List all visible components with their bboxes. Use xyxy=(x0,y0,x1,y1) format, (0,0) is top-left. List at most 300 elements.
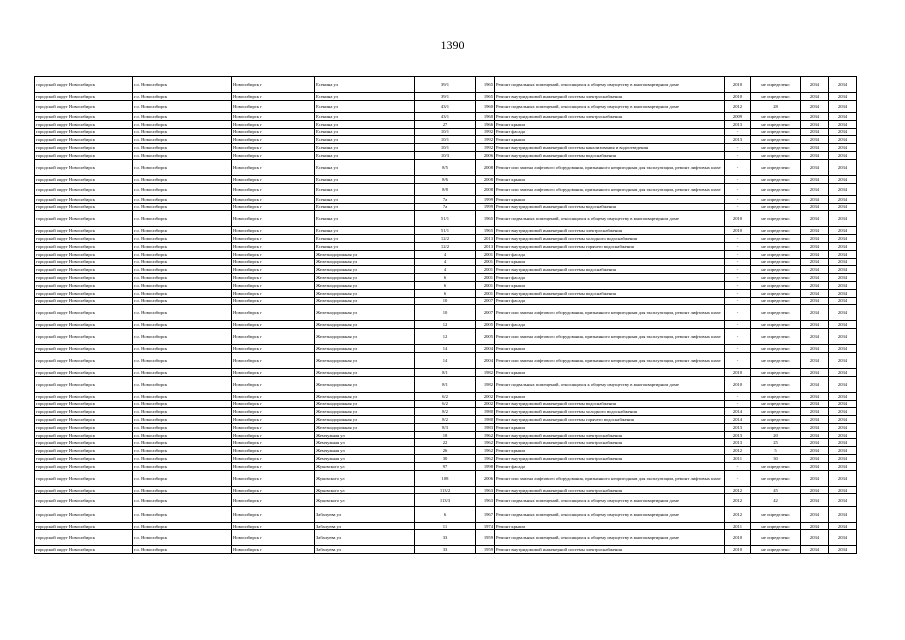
table-row xyxy=(35,297,857,305)
municipality-cell: городской округ Новосибирск xyxy=(35,151,133,159)
table-row xyxy=(35,352,857,368)
settlement-cell: г.о. Новосибирск xyxy=(133,242,232,250)
street-cell: Забалуева ул xyxy=(315,506,415,522)
work-type-cell: Ремонт подвальных помещений, относящихся к общему имуществу в многоквартирном доме xyxy=(495,506,725,522)
last-repair-year-cell: 2012 xyxy=(725,100,751,112)
work-type-cell: Ремонт крыши xyxy=(495,120,725,128)
last-repair-year-cell: - xyxy=(725,159,751,175)
last-repair-year-cell: 2013 xyxy=(725,120,751,128)
work-type-cell: Ремонт или замена лифтового оборудования, признанного непригодным для эксплуатации, ремонт лифтовых шахт xyxy=(495,329,725,345)
plan-year-end-cell: 2034 xyxy=(829,235,857,243)
table-row xyxy=(35,100,857,112)
wear-cell: не определено xyxy=(751,151,801,159)
build-year-cell: 1983 xyxy=(476,423,495,431)
municipality-cell: городской округ Новосибирск xyxy=(35,112,133,120)
plan-year-end-cell: 2034 xyxy=(829,281,857,289)
build-year-cell: 1992 xyxy=(476,128,495,136)
settlement-cell: г.о. Новосибирск xyxy=(133,289,232,297)
settlement-cell: г.о. Новосибирск xyxy=(133,416,232,424)
city-cell: Новосибирск г xyxy=(232,144,315,152)
street-cell: Забалуева ул xyxy=(315,522,415,530)
last-repair-year-cell: - xyxy=(725,470,751,486)
settlement-cell: г.о. Новосибирск xyxy=(133,151,232,159)
city-cell: Новосибирск г xyxy=(232,175,315,183)
municipality-cell: городской округ Новосибирск xyxy=(35,447,133,455)
table-row xyxy=(35,144,857,152)
house-number-cell: 8/1 xyxy=(415,376,476,392)
build-year-cell: 2007 xyxy=(476,297,495,305)
work-type-cell: Ремонт фасада xyxy=(495,321,725,329)
settlement-cell: г.о. Новосибирск xyxy=(133,297,232,305)
street-cell: Железнодорожная ул xyxy=(315,305,415,321)
table-row xyxy=(35,486,857,494)
wear-cell: не определено xyxy=(751,112,801,120)
wear-cell: 30 xyxy=(751,455,801,463)
wear-cell: 20 xyxy=(751,431,801,439)
work-type-cell: Ремонт фасада xyxy=(495,274,725,282)
wear-cell: 5 xyxy=(751,447,801,455)
municipality-cell: городской округ Новосибирск xyxy=(35,144,133,152)
last-repair-year-cell: 2012 xyxy=(725,506,751,522)
municipality-cell: городской округ Новосибирск xyxy=(35,136,133,144)
work-type-cell: Ремонт подвальных помещений, относящихся к общему имуществу в многоквартирном доме xyxy=(495,100,725,112)
municipality-cell: городской округ Новосибирск xyxy=(35,242,133,250)
city-cell: Новосибирск г xyxy=(232,416,315,424)
build-year-cell: 1962 xyxy=(476,455,495,463)
house-number-cell: 39/1 xyxy=(415,93,476,101)
municipality-cell: городской округ Новосибирск xyxy=(35,352,133,368)
work-type-cell: Ремонт фасада xyxy=(495,462,725,470)
house-number-cell: 51/1 xyxy=(415,227,476,235)
municipality-cell: городской округ Новосибирск xyxy=(35,486,133,494)
last-repair-year-cell: - xyxy=(725,235,751,243)
settlement-cell: г.о. Новосибирск xyxy=(133,183,232,195)
table-row xyxy=(35,211,857,227)
house-number-cell: 8/2 xyxy=(415,408,476,416)
house-number-cell: 10/1 xyxy=(415,144,476,152)
build-year-cell: 1959 xyxy=(476,546,495,554)
plan-year-end-cell: 2034 xyxy=(829,195,857,203)
plan-year-end-cell: 2034 xyxy=(829,128,857,136)
plan-year-end-cell: 2034 xyxy=(829,144,857,152)
wear-cell: не определено xyxy=(751,305,801,321)
table-row xyxy=(35,506,857,522)
plan-year-start-cell: 2034 xyxy=(801,392,829,400)
plan-year-end-cell: 2034 xyxy=(829,203,857,211)
house-number-cell: 97 xyxy=(415,462,476,470)
street-cell: Железнодорожная ул xyxy=(315,321,415,329)
city-cell: Новосибирск г xyxy=(232,120,315,128)
street-cell: Есенина ул xyxy=(315,175,415,183)
city-cell: Новосибирск г xyxy=(232,297,315,305)
plan-year-end-cell: 2034 xyxy=(829,227,857,235)
settlement-cell: г.о. Новосибирск xyxy=(133,486,232,494)
work-type-cell: Ремонт крыши xyxy=(495,175,725,183)
last-repair-year-cell: 2014 xyxy=(725,416,751,424)
settlement-cell: г.о. Новосибирск xyxy=(133,431,232,439)
plan-year-end-cell: 2034 xyxy=(829,321,857,329)
street-cell: Есенина ул xyxy=(315,151,415,159)
city-cell: Новосибирск г xyxy=(232,227,315,235)
municipality-cell: городской округ Новосибирск xyxy=(35,183,133,195)
last-repair-year-cell: - xyxy=(725,329,751,345)
house-number-cell: 6/2 xyxy=(415,392,476,400)
settlement-cell: г.о. Новосибирск xyxy=(133,77,232,93)
city-cell: Новосибирск г xyxy=(232,159,315,175)
build-year-cell: 1962 xyxy=(476,431,495,439)
table-row xyxy=(35,305,857,321)
settlement-cell: г.о. Новосибирск xyxy=(133,128,232,136)
settlement-cell: г.о. Новосибирск xyxy=(133,455,232,463)
table-row xyxy=(35,242,857,250)
work-type-cell: Ремонт фасада xyxy=(495,250,725,258)
last-repair-year-cell: 2011 xyxy=(725,455,751,463)
build-year-cell: 2001 xyxy=(476,274,495,282)
house-number-cell: 43/1 xyxy=(415,112,476,120)
house-number-cell: 113/3 xyxy=(415,494,476,506)
plan-year-start-cell: 2034 xyxy=(801,175,829,183)
plan-year-end-cell: 2034 xyxy=(829,439,857,447)
house-number-cell: 6 xyxy=(415,506,476,522)
page-number: 1390 xyxy=(440,38,465,52)
settlement-cell: г.о. Новосибирск xyxy=(133,352,232,368)
street-cell: Железнодорожная ул xyxy=(315,345,415,353)
table-row xyxy=(35,455,857,463)
street-cell: Жуковского ул xyxy=(315,486,415,494)
wear-cell: не определено xyxy=(751,408,801,416)
plan-year-end-cell: 2034 xyxy=(829,506,857,522)
street-cell: Жуковского ул xyxy=(315,494,415,506)
work-type-cell: Ремонт внутридомовой инженерной системы горячего водоснабжения xyxy=(495,242,725,250)
last-repair-year-cell: - xyxy=(725,266,751,274)
plan-year-end-cell: 2034 xyxy=(829,470,857,486)
house-number-cell: 10/1 xyxy=(415,136,476,144)
last-repair-year-cell: 2013 xyxy=(725,431,751,439)
house-number-cell: 27 xyxy=(415,120,476,128)
municipality-cell: городской округ Новосибирск xyxy=(35,462,133,470)
municipality-cell: городской округ Новосибирск xyxy=(35,100,133,112)
wear-cell: не определено xyxy=(751,321,801,329)
plan-year-end-cell: 2034 xyxy=(829,368,857,376)
settlement-cell: г.о. Новосибирск xyxy=(133,439,232,447)
municipality-cell: городской округ Новосибирск xyxy=(35,211,133,227)
last-repair-year-cell: - xyxy=(725,175,751,183)
table-row xyxy=(35,530,857,546)
plan-year-end-cell: 2034 xyxy=(829,329,857,345)
settlement-cell: г.о. Новосибирск xyxy=(133,329,232,345)
build-year-cell: 2008 xyxy=(476,175,495,183)
table-row xyxy=(35,159,857,175)
street-cell: Железнодорожная ул xyxy=(315,400,415,408)
work-type-cell: Ремонт подвальных помещений, относящихся к общему имуществу в многоквартирном доме xyxy=(495,211,725,227)
work-type-cell: Ремонт крыши xyxy=(495,522,725,530)
wear-cell: не определено xyxy=(751,297,801,305)
plan-year-start-cell: 2034 xyxy=(801,455,829,463)
street-cell: Железнодорожная ул xyxy=(315,368,415,376)
plan-year-start-cell: 2034 xyxy=(801,77,829,93)
municipality-cell: городской округ Новосибирск xyxy=(35,400,133,408)
plan-year-start-cell: 2034 xyxy=(801,211,829,227)
house-number-cell: 4 xyxy=(415,250,476,258)
city-cell: Новосибирск г xyxy=(232,408,315,416)
city-cell: Новосибирск г xyxy=(232,455,315,463)
plan-year-start-cell: 2034 xyxy=(801,400,829,408)
street-cell: Железнодорожная ул xyxy=(315,266,415,274)
city-cell: Новосибирск г xyxy=(232,431,315,439)
last-repair-year-cell: - xyxy=(725,128,751,136)
house-number-cell: 6/2 xyxy=(415,400,476,408)
wear-cell: не определено xyxy=(751,368,801,376)
wear-cell: не определено xyxy=(751,144,801,152)
last-repair-year-cell: - xyxy=(725,250,751,258)
plan-year-start-cell: 2034 xyxy=(801,321,829,329)
house-number-cell: 6 xyxy=(415,274,476,282)
work-type-cell: Ремонт крыши xyxy=(495,392,725,400)
work-type-cell: Ремонт внутридомовой инженерной системы водоснабжения xyxy=(495,289,725,297)
house-number-cell: 12/2 xyxy=(415,242,476,250)
table-row xyxy=(35,120,857,128)
municipality-cell: городской округ Новосибирск xyxy=(35,494,133,506)
city-cell: Новосибирск г xyxy=(232,530,315,546)
plan-year-start-cell: 2034 xyxy=(801,151,829,159)
work-type-cell: Ремонт крыши xyxy=(495,447,725,455)
plan-year-end-cell: 2034 xyxy=(829,258,857,266)
plan-year-end-cell: 2034 xyxy=(829,136,857,144)
last-repair-year-cell: - xyxy=(725,258,751,266)
plan-year-start-cell: 2034 xyxy=(801,368,829,376)
plan-year-end-cell: 2034 xyxy=(829,345,857,353)
city-cell: Новосибирск г xyxy=(232,470,315,486)
house-number-cell: 39/1 xyxy=(415,77,476,93)
city-cell: Новосибирск г xyxy=(232,211,315,227)
table-row xyxy=(35,392,857,400)
wear-cell: 28 xyxy=(751,100,801,112)
house-number-cell: 33 xyxy=(415,546,476,554)
plan-year-end-cell: 2034 xyxy=(829,159,857,175)
street-cell: Есенина ул xyxy=(315,136,415,144)
table-row xyxy=(35,494,857,506)
last-repair-year-cell: 2013 xyxy=(725,136,751,144)
settlement-cell: г.о. Новосибирск xyxy=(133,321,232,329)
plan-year-start-cell: 2034 xyxy=(801,235,829,243)
street-cell: Есенина ул xyxy=(315,120,415,128)
table-row xyxy=(35,93,857,101)
wear-cell: не определено xyxy=(751,470,801,486)
wear-cell: не определено xyxy=(751,376,801,392)
build-year-cell: 1965 xyxy=(476,93,495,101)
plan-year-end-cell: 2034 xyxy=(829,100,857,112)
build-year-cell: 2008 xyxy=(476,159,495,175)
wear-cell: не определено xyxy=(751,289,801,297)
wear-cell: не определено xyxy=(751,392,801,400)
plan-year-end-cell: 2034 xyxy=(829,305,857,321)
street-cell: Железнодорожная ул xyxy=(315,258,415,266)
street-cell: Железнодорожная ул xyxy=(315,329,415,345)
build-year-cell: 1992 xyxy=(476,144,495,152)
city-cell: Новосибирск г xyxy=(232,321,315,329)
settlement-cell: г.о. Новосибирск xyxy=(133,227,232,235)
table-row xyxy=(35,281,857,289)
plan-year-start-cell: 2034 xyxy=(801,439,829,447)
city-cell: Новосибирск г xyxy=(232,136,315,144)
wear-cell: не определено xyxy=(751,242,801,250)
wear-cell: не определено xyxy=(751,258,801,266)
city-cell: Новосибирск г xyxy=(232,281,315,289)
settlement-cell: г.о. Новосибирск xyxy=(133,345,232,353)
house-number-cell: 4 xyxy=(415,258,476,266)
build-year-cell: 2005 xyxy=(476,329,495,345)
build-year-cell: 1992 xyxy=(476,136,495,144)
wear-cell: не определено xyxy=(751,329,801,345)
work-type-cell: Ремонт фасада xyxy=(495,128,725,136)
wear-cell: не определено xyxy=(751,281,801,289)
city-cell: Новосибирск г xyxy=(232,352,315,368)
street-cell: Есенина ул xyxy=(315,203,415,211)
build-year-cell: 2001 xyxy=(476,258,495,266)
plan-year-end-cell: 2034 xyxy=(829,274,857,282)
municipality-cell: городской округ Новосибирск xyxy=(35,250,133,258)
municipality-cell: городской округ Новосибирск xyxy=(35,258,133,266)
build-year-cell: 1965 xyxy=(476,227,495,235)
plan-year-end-cell: 2034 xyxy=(829,530,857,546)
street-cell: Забалуева ул xyxy=(315,530,415,546)
build-year-cell: 2002 xyxy=(476,392,495,400)
work-type-cell: Ремонт или замена лифтового оборудования, признанного непригодным для эксплуатации, ремонт лифтовых шахт xyxy=(495,305,725,321)
wear-cell: не определено xyxy=(751,400,801,408)
build-year-cell: 1962 xyxy=(476,439,495,447)
house-number-cell: 108 xyxy=(415,470,476,486)
street-cell: Железнодорожная ул xyxy=(315,423,415,431)
work-type-cell: Ремонт фасада xyxy=(495,297,725,305)
last-repair-year-cell: - xyxy=(725,183,751,195)
municipality-cell: городской округ Новосибирск xyxy=(35,77,133,93)
municipality-cell: городской округ Новосибирск xyxy=(35,235,133,243)
work-type-cell: Ремонт внутридомовой инженерной системы водоснабжения xyxy=(495,400,725,408)
settlement-cell: г.о. Новосибирск xyxy=(133,423,232,431)
street-cell: Железнодорожная ул xyxy=(315,416,415,424)
wear-cell: не определено xyxy=(751,352,801,368)
table-row xyxy=(35,235,857,243)
work-type-cell: Ремонт внутридомовой инженерной системы электроснабжения xyxy=(495,455,725,463)
table-row xyxy=(35,195,857,203)
house-number-cell: 113/2 xyxy=(415,486,476,494)
plan-year-start-cell: 2034 xyxy=(801,203,829,211)
plan-year-start-cell: 2034 xyxy=(801,289,829,297)
plan-year-start-cell: 2034 xyxy=(801,470,829,486)
table-row xyxy=(35,447,857,455)
table-row xyxy=(35,250,857,258)
plan-year-end-cell: 2034 xyxy=(829,494,857,506)
street-cell: Есенина ул xyxy=(315,144,415,152)
city-cell: Новосибирск г xyxy=(232,329,315,345)
settlement-cell: г.о. Новосибирск xyxy=(133,112,232,120)
house-number-cell: 8/8 xyxy=(415,183,476,195)
settlement-cell: г.о. Новосибирск xyxy=(133,211,232,227)
wear-cell: не определено xyxy=(751,462,801,470)
work-type-cell: Ремонт внутридомовой инженерной системы холодного водоснабжения xyxy=(495,235,725,243)
work-type-cell: Ремонт или замена лифтового оборудования, признанного непригодным для эксплуатации, ремонт лифтовых шахт xyxy=(495,159,725,175)
wear-cell: не определено xyxy=(751,274,801,282)
table-row xyxy=(35,289,857,297)
build-year-cell: 2006 xyxy=(476,151,495,159)
work-type-cell: Ремонт внутридомовой инженерной системы электроснабжения xyxy=(495,439,725,447)
work-type-cell: Ремонт крыши xyxy=(495,281,725,289)
house-number-cell: 12 xyxy=(415,329,476,345)
plan-year-start-cell: 2034 xyxy=(801,258,829,266)
plan-year-start-cell: 2034 xyxy=(801,93,829,101)
plan-year-start-cell: 2034 xyxy=(801,546,829,554)
street-cell: Есенина ул xyxy=(315,159,415,175)
last-repair-year-cell: 2012 xyxy=(725,494,751,506)
table-row xyxy=(35,431,857,439)
table-row xyxy=(35,175,857,183)
house-number-cell: 8/3 xyxy=(415,423,476,431)
wear-cell: не определено xyxy=(751,195,801,203)
settlement-cell: г.о. Новосибирск xyxy=(133,546,232,554)
wear-cell: 45 xyxy=(751,486,801,494)
street-cell: Есенина ул xyxy=(315,128,415,136)
municipality-cell: городской округ Новосибирск xyxy=(35,345,133,353)
plan-year-start-cell: 2034 xyxy=(801,345,829,353)
table-row xyxy=(35,376,857,392)
street-cell: Жемчужная ул xyxy=(315,439,415,447)
plan-year-start-cell: 2034 xyxy=(801,329,829,345)
plan-year-start-cell: 2034 xyxy=(801,506,829,522)
settlement-cell: г.о. Новосибирск xyxy=(133,235,232,243)
plan-year-end-cell: 2034 xyxy=(829,250,857,258)
street-cell: Жемчужная ул xyxy=(315,447,415,455)
city-cell: Новосибирск г xyxy=(232,305,315,321)
city-cell: Новосибирск г xyxy=(232,258,315,266)
plan-year-end-cell: 2034 xyxy=(829,462,857,470)
table-row xyxy=(35,227,857,235)
settlement-cell: г.о. Новосибирск xyxy=(133,522,232,530)
table-row xyxy=(35,462,857,470)
street-cell: Железнодорожная ул xyxy=(315,408,415,416)
city-cell: Новосибирск г xyxy=(232,522,315,530)
house-number-cell: 10 xyxy=(415,297,476,305)
plan-year-start-cell: 2034 xyxy=(801,416,829,424)
settlement-cell: г.о. Новосибирск xyxy=(133,462,232,470)
build-year-cell: 2013 xyxy=(476,242,495,250)
municipality-cell: городской округ Новосибирск xyxy=(35,195,133,203)
repair-schedule-table xyxy=(34,76,857,554)
wear-cell: не определено xyxy=(751,345,801,353)
work-type-cell: Ремонт внутридомовой инженерной системы электроснабжения xyxy=(495,227,725,235)
city-cell: Новосибирск г xyxy=(232,392,315,400)
street-cell: Есенина ул xyxy=(315,211,415,227)
plan-year-start-cell: 2034 xyxy=(801,423,829,431)
settlement-cell: г.о. Новосибирск xyxy=(133,250,232,258)
build-year-cell: 2004 xyxy=(476,345,495,353)
plan-year-end-cell: 2034 xyxy=(829,423,857,431)
work-type-cell: Ремонт или замена лифтового оборудования, признанного непригодным для эксплуатации, ремонт лифтовых шахт xyxy=(495,183,725,195)
city-cell: Новосибирск г xyxy=(232,462,315,470)
plan-year-end-cell: 2034 xyxy=(829,297,857,305)
settlement-cell: г.о. Новосибирск xyxy=(133,144,232,152)
wear-cell: 42 xyxy=(751,494,801,506)
build-year-cell: 1967 xyxy=(476,506,495,522)
build-year-cell: 1999 xyxy=(476,203,495,211)
city-cell: Новосибирск г xyxy=(232,546,315,554)
plan-year-start-cell: 2034 xyxy=(801,376,829,392)
last-repair-year-cell: 2014 xyxy=(725,408,751,416)
municipality-cell: городской округ Новосибирск xyxy=(35,120,133,128)
municipality-cell: городской округ Новосибирск xyxy=(35,423,133,431)
plan-year-start-cell: 2034 xyxy=(801,100,829,112)
city-cell: Новосибирск г xyxy=(232,93,315,101)
repair-schedule-table-wrap xyxy=(34,76,856,554)
